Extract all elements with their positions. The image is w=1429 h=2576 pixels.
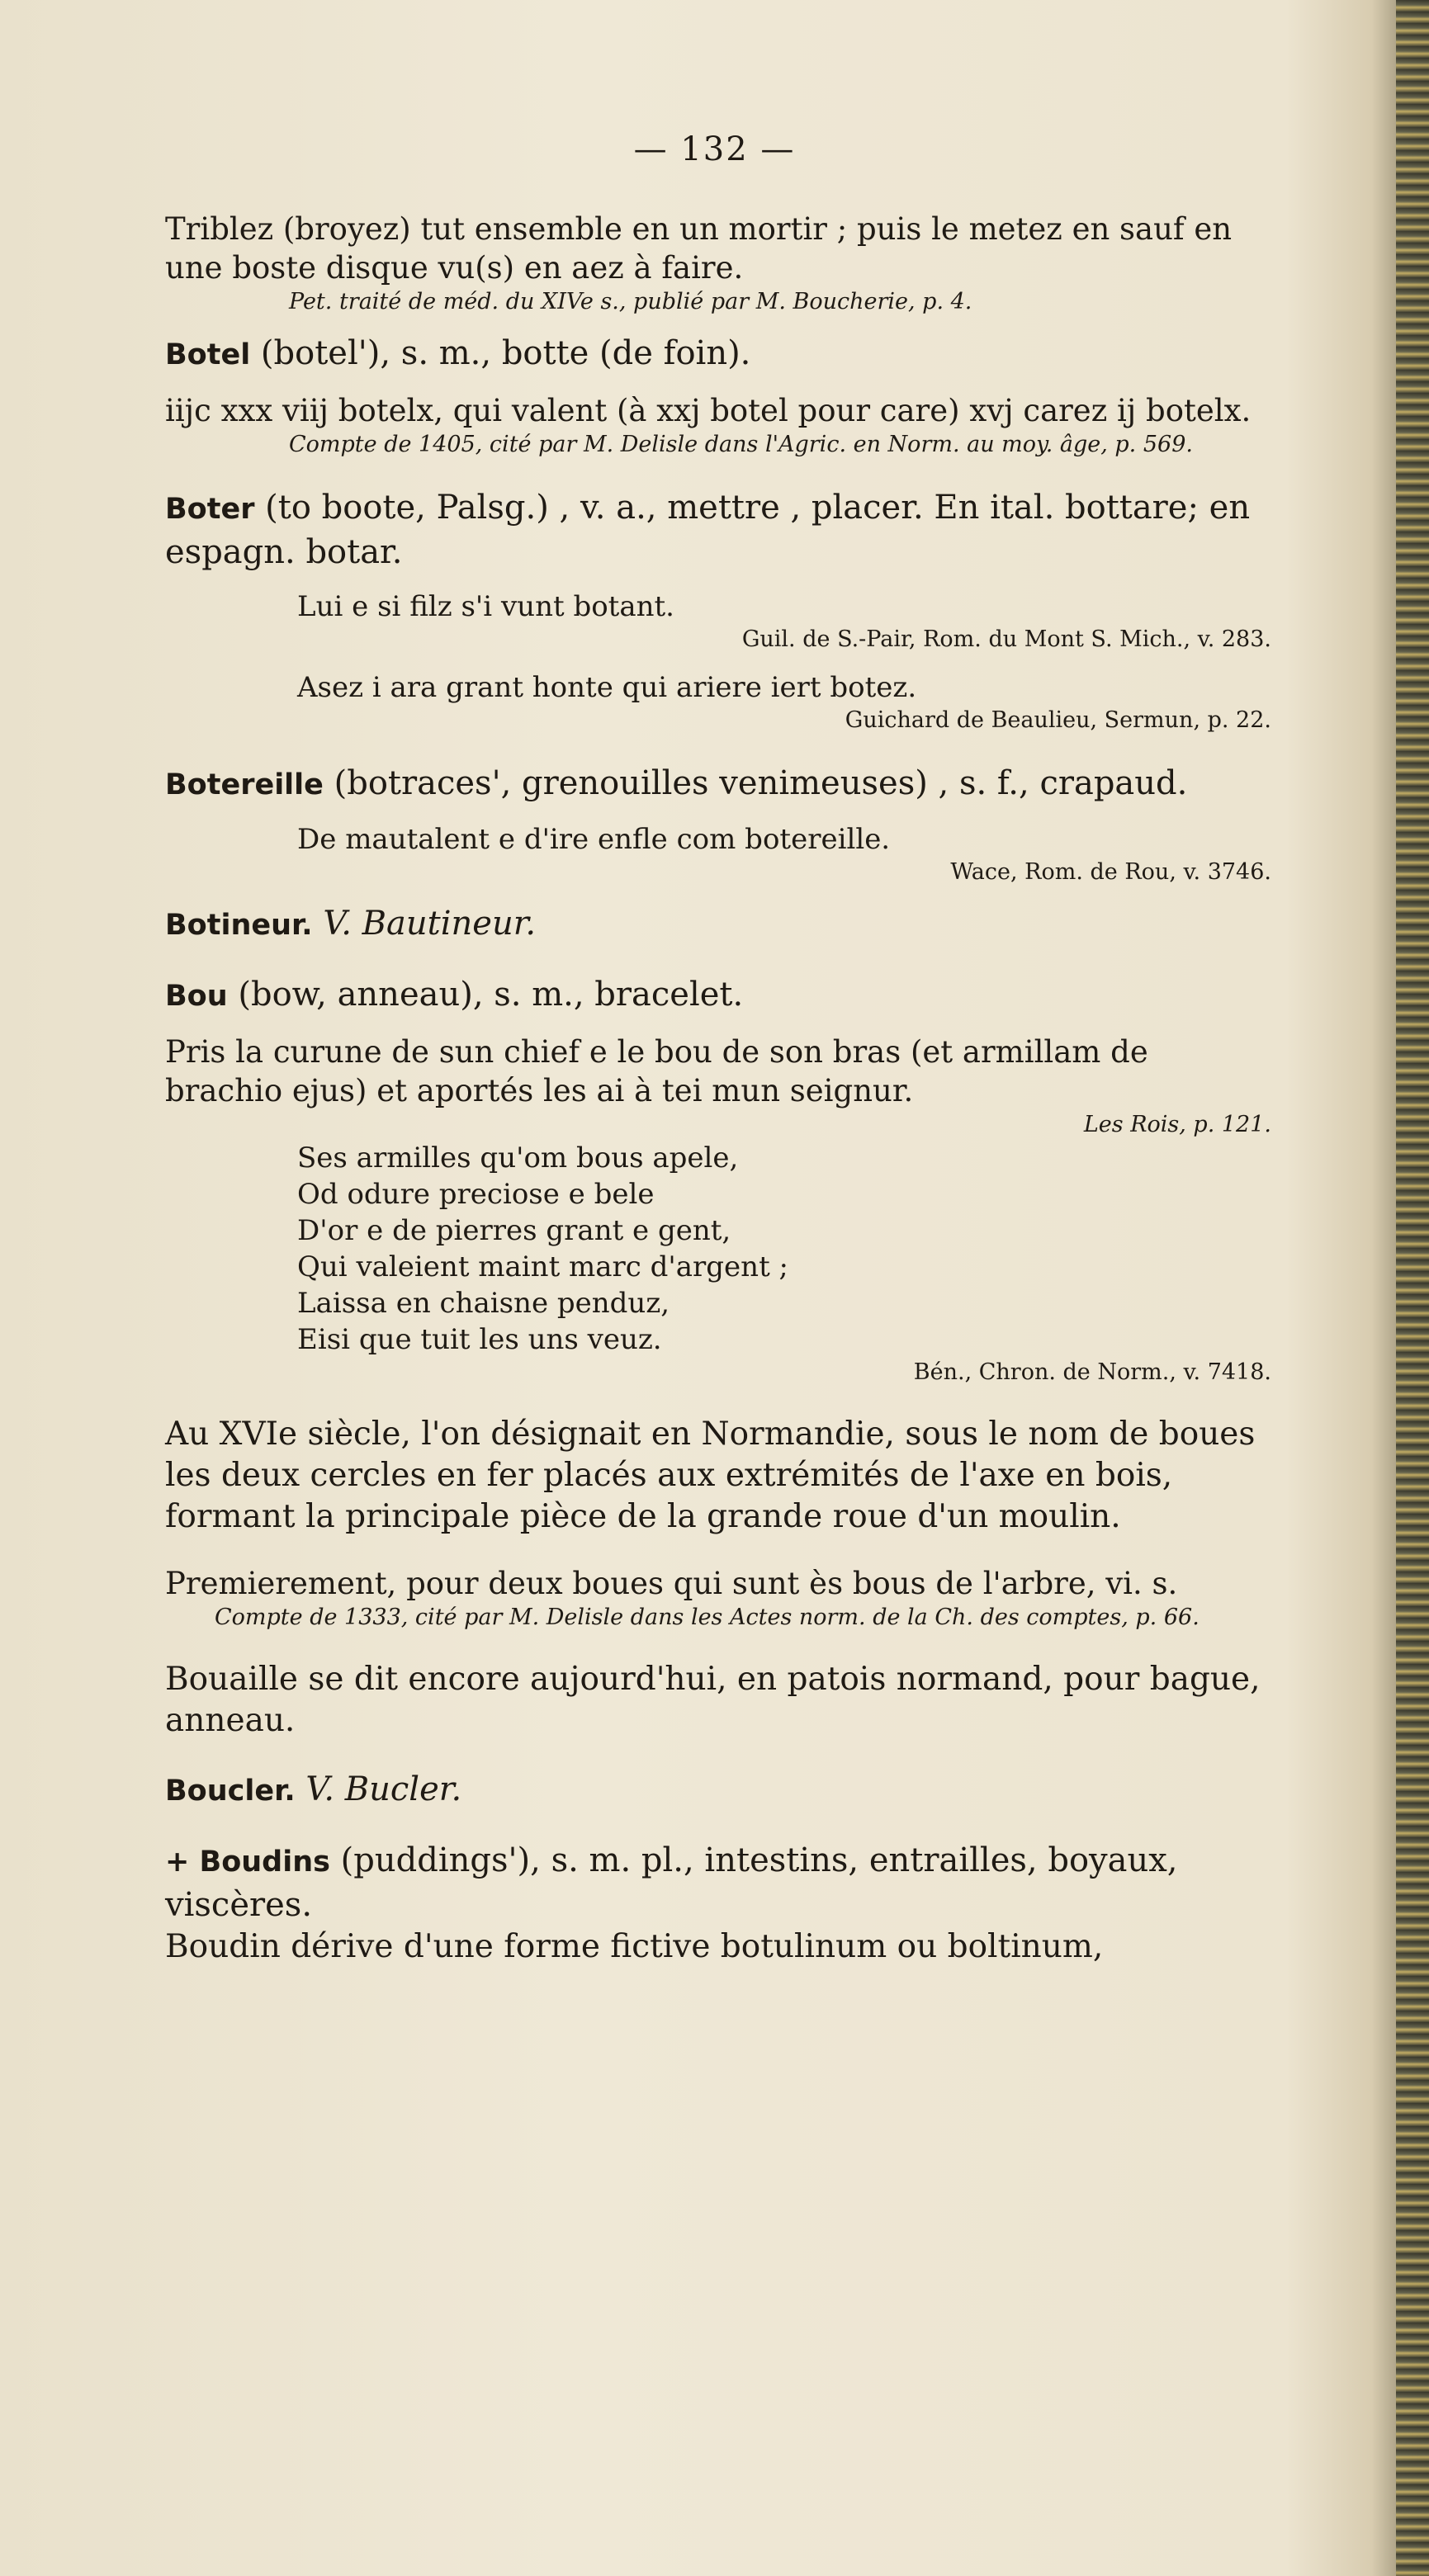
verse-line: Eisi que tuit les uns veuz. [297, 1323, 662, 1356]
entry-botel [165, 332, 1271, 376]
headword: + Boudins [165, 1846, 330, 1879]
paragraph: iijc xxx viij botelx, qui valent (à xxj botel pour care) xvj carez ij botelx. [165, 393, 1252, 428]
book-edge [1396, 0, 1429, 2576]
citation: Compte de 1405, cité par M. Delisle dans l'Agric. en Norm. au moy. âge, p. 569. [289, 432, 1193, 457]
definition: (botel'), s. m., botte (de foin). [260, 334, 751, 372]
headword: Botereille [165, 768, 324, 801]
citation: Wace, Rom. de Rou, v. 3746. [950, 859, 1271, 885]
verse-line: Od odure preciose e bele [297, 1178, 655, 1211]
headword: Botineur. [165, 909, 313, 942]
citation: Pet. traité de méd. du XIVe s., publié par M. Boucherie, p. 4. [289, 289, 972, 314]
entry-botereille [165, 762, 1271, 806]
verse-line: Lui e si filz s'i vunt botant. [297, 590, 674, 623]
citation: Compte de 1333, cité par M. Delisle dans les Actes norm. de la Ch. des comptes, p. 66. [215, 1605, 1200, 1630]
citation: Les Rois, p. 121. [1083, 1112, 1271, 1137]
entry-botineur [165, 902, 1271, 947]
paragraph: Triblez (broyez) tut ensemble en un mortir ; puis le metez en sauf en une boste disque vu(s) en aez à faire. [165, 211, 1233, 286]
paragraph: Premierement, pour deux boues qui sunt ès bous de l'arbre, vi. s. [165, 1566, 1178, 1601]
verse-line: Asez i ara grant honte qui ariere iert botez. [297, 671, 917, 704]
entry-boucler [165, 1768, 1271, 1813]
cross-reference: V. Bucler. [305, 1770, 462, 1808]
headword: Botel [165, 338, 251, 371]
page-number: — 132 — [633, 130, 796, 168]
citation: Bén., Chron. de Norm., v. 7418. [913, 1359, 1271, 1385]
verse-line: Laissa en chaisne penduz, [297, 1287, 670, 1320]
paragraph: Bouaille se dit encore aujourd'hui, en patois normand, pour bague, anneau. [165, 1661, 1261, 1739]
verse-line: Qui valeient maint marc d'argent ; [297, 1250, 788, 1283]
verse-line: De mautalent e d'ire enfle com botereille. [297, 823, 891, 856]
definition: (botraces', grenouilles venimeuses) , s. f., crapaud. [334, 764, 1188, 802]
verse-line: Ses armilles qu'om bous apele, [297, 1141, 739, 1175]
paragraph: Au XVIe siècle, l'on désignait en Normandie, sous le nom de boues les deux cercles en fer placés aux extrémités de l'axe en bois, formant la principale pièce de la grande roue d'un moulin. [165, 1416, 1256, 1535]
headword: Bou [165, 980, 228, 1013]
definition: (puddings'), s. m. pl., intestins, entrailles, boyaux, viscères. [165, 1841, 1178, 1924]
cross-reference: V. Bautineur. [323, 905, 537, 943]
definition: (bow, anneau), s. m., bracelet. [238, 976, 744, 1014]
paragraph: Boudin dérive d'une forme fictive botulinum ou boltinum, [165, 1928, 1104, 1965]
paragraph: Pris la curune de sun chief e le bou de son bras (et armillam de brachio ejus) et aportés les ai à tei mun seignur. [165, 1034, 1148, 1108]
entry-boudins [165, 1839, 1271, 1926]
headword: Boter [165, 493, 255, 526]
entry-boter [165, 486, 1271, 574]
headword: Boucler. [165, 1775, 296, 1808]
entry-bou [165, 973, 1271, 1018]
verse-line: D'or e de pierres grant e gent, [297, 1214, 731, 1247]
citation: Guichard de Beaulieu, Sermun, p. 22. [845, 707, 1271, 733]
definition: (to boote, Palsg.) , v. a., mettre , placer. En ital. bottare; en espagn. botar. [165, 489, 1251, 571]
text-column [165, 124, 1271, 1968]
citation: Guil. de S.-Pair, Rom. du Mont S. Mich., v. 283. [741, 626, 1271, 652]
